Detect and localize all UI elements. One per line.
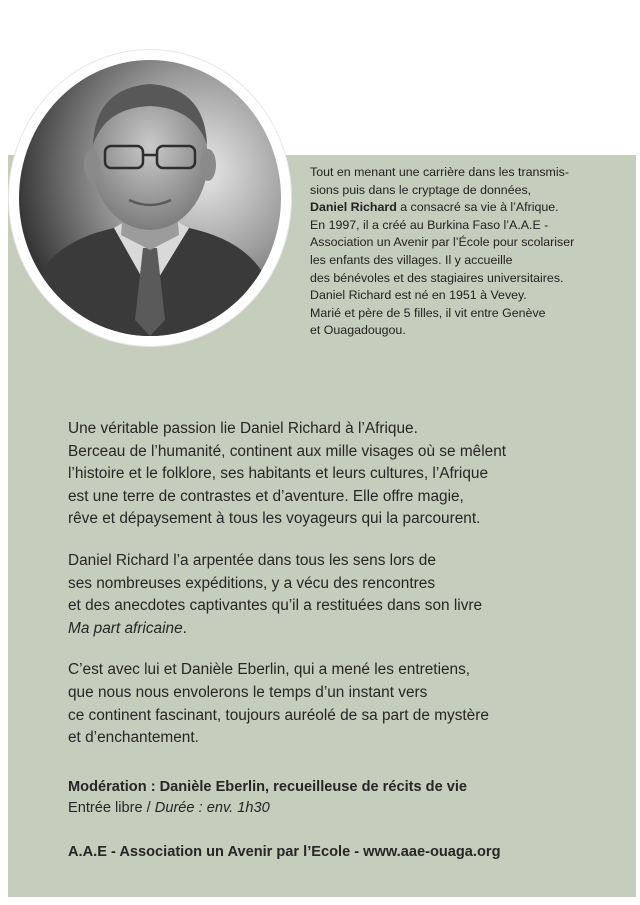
- duration-label: Durée : env. 1h30: [154, 799, 270, 816]
- book-title-end: .: [182, 619, 187, 637]
- paragraph-2: [68, 550, 628, 640]
- bio-line: Association un Avenir par l’École pour scolariser: [310, 235, 575, 250]
- bio-line: Daniel Richard est né en 1951 à Vevey.: [310, 288, 527, 303]
- text-line: ses nombreuses expéditions, y a vécu des rencontres: [68, 574, 436, 592]
- bio-line: Tout en menant une carrière dans les transmis-: [310, 165, 569, 179]
- text-line: rêve et dépaysement à tous les voyageurs qui la parcourent.: [68, 510, 481, 528]
- bio-line: les enfants des villages. Il y accueille: [310, 252, 513, 267]
- bio-line: [310, 199, 630, 217]
- bio-line: En 1997, il a créé au Burkina Faso l’A.A.E -: [310, 217, 549, 232]
- text-line: C’est avec lui et Danièle Eberlin, qui a mené les entretiens,: [68, 661, 471, 679]
- book-title: Ma part africaine: [68, 619, 183, 637]
- event-credits: [68, 777, 628, 818]
- text-line: ce continent fascinant, toujours auréolé de sa part de mystère: [68, 706, 489, 724]
- text-line: et d’enchantement.: [68, 729, 199, 747]
- main-text: [68, 418, 628, 769]
- biography: [310, 164, 630, 340]
- portrait-image: [19, 60, 281, 336]
- paragraph-1: [68, 418, 628, 531]
- text-line: est une terre de contrastes et d’aventure. Elle offre magie,: [68, 487, 464, 505]
- text-line: Berceau de l’humanité, continent aux mille visages où se mêlent: [68, 442, 507, 460]
- text-line: Une véritable passion lie Daniel Richard à l’Afrique.: [68, 420, 418, 437]
- entry-line: [68, 798, 628, 819]
- text-line: l’histoire et le folklore, ses habitants et leurs cultures, l’Afrique: [68, 465, 489, 483]
- bio-line: des bénévoles et des stagiaires universitaires.: [310, 270, 564, 285]
- moderation-line: Modération : Danièle Eberlin, recueilleuse de récits de vie: [68, 779, 468, 795]
- portrait-photo: [9, 50, 291, 346]
- bio-line: et Ouagadougou.: [310, 323, 406, 338]
- bio-line-rest: a consacré sa vie à l’Afrique.: [396, 200, 559, 215]
- bio-line: Marié et père de 5 filles, il vit entre Genève: [310, 305, 546, 320]
- text-line: Daniel Richard l’a arpentée dans tous les sens lors de: [68, 551, 436, 569]
- footer-association: A.A.E - Association un Avenir par l’Ecole - www.aae-ouaga.org: [68, 844, 501, 860]
- bio-name: Daniel Richard: [310, 200, 397, 215]
- text-line: que nous nous envolerons le temps d’un instant vers: [68, 683, 428, 701]
- text-line: et des anecdotes captivantes qu’il a restituées dans son livre: [68, 597, 483, 615]
- entry-label: Entrée libre /: [68, 799, 155, 816]
- bio-line: sions puis dans le cryptage de données,: [310, 182, 532, 197]
- paragraph-3: [68, 659, 628, 749]
